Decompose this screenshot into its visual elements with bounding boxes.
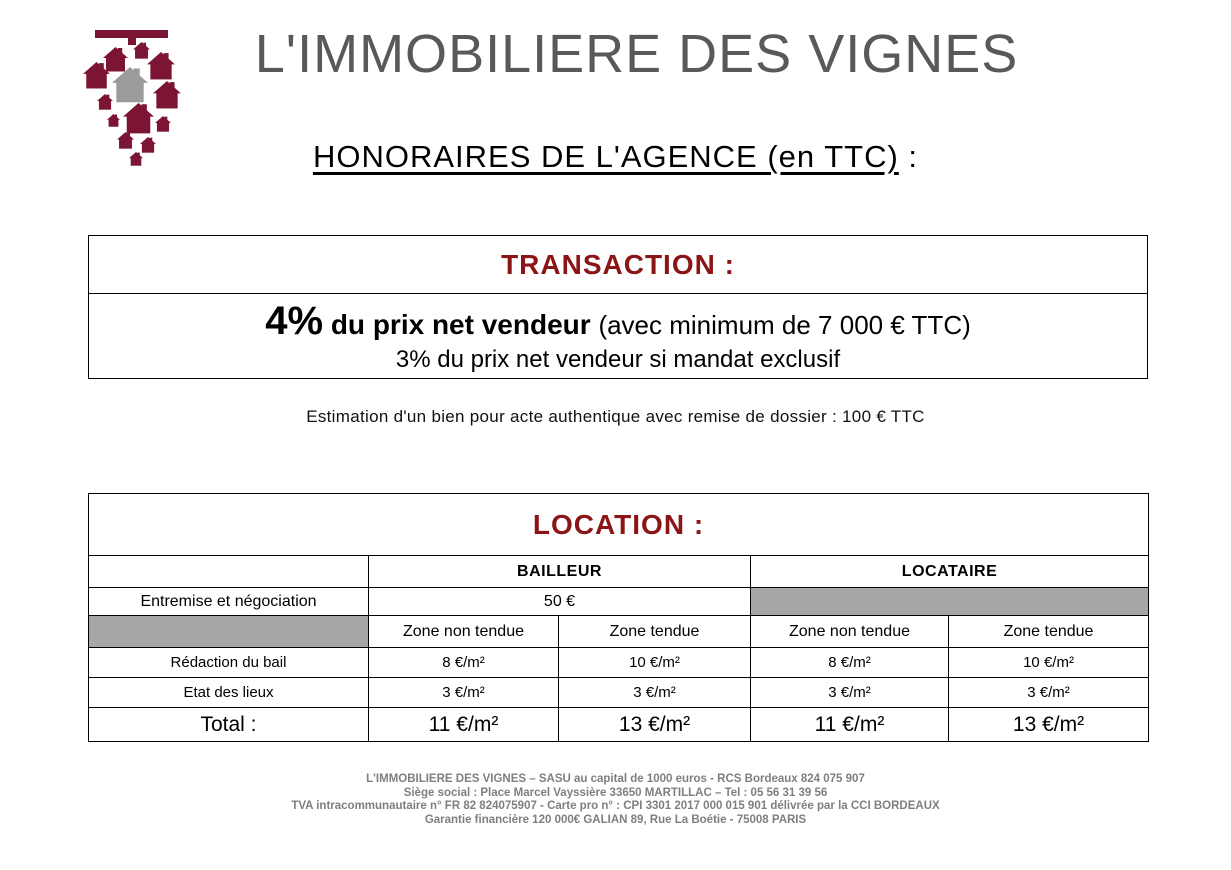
zone-header: Zone tendue [949, 616, 1149, 648]
transaction-rate-line [89, 299, 1147, 344]
zone-header: Zone non tendue [369, 616, 559, 648]
transaction-rate-minimum: (avec minimum de 7 000 € TTC) [598, 309, 971, 340]
empty-cell [89, 556, 369, 588]
transaction-header-cell: TRANSACTION : [89, 236, 1148, 294]
table-row [89, 294, 1148, 379]
total-value: 11 €/m² [751, 708, 949, 742]
entremise-bailleur-value: 50 € [369, 588, 751, 616]
redaction-value: 8 €/m² [751, 648, 949, 678]
table-row [89, 236, 1148, 294]
table-row [89, 648, 1149, 678]
column-header-locataire: LOCATAIRE [751, 556, 1149, 588]
row-label-entremise: Entremise et négociation [89, 588, 369, 616]
footer-line: TVA intracommunautaire n° FR 82 824075907 - Carte pro n° : CPI 3301 2017 000 015 901 délivrée par la CCI BORDEAUX [291, 800, 940, 812]
redaction-value: 8 €/m² [369, 648, 559, 678]
estimation-note: Estimation d'un bien pour acte authentique avec remise de dossier : 100 € TTC [306, 407, 925, 426]
row-label-total: Total : [89, 708, 369, 742]
etat-value: 3 €/m² [369, 678, 559, 708]
footer-line: Siège social : Place Marcel Vayssière 33650 MARTILLAC – Tel : 05 56 31 39 56 [403, 786, 828, 799]
footer-line: L'IMMOBILIERE DES VIGNES – SASU au capital de 1000 euros - RCS Bordeaux 824 075 907 [366, 773, 865, 785]
row-label-redaction: Rédaction du bail [89, 648, 369, 678]
page-title [0, 139, 1231, 175]
zone-header: Zone non tendue [751, 616, 949, 648]
etat-value: 3 €/m² [949, 678, 1149, 708]
entremise-locataire-cell-disabled [751, 588, 1149, 616]
zone-label-cell-disabled [89, 616, 369, 648]
total-value: 11 €/m² [369, 708, 559, 742]
page-title-colon: : [898, 139, 919, 174]
redaction-value: 10 €/m² [949, 648, 1149, 678]
transaction-body-cell [89, 294, 1148, 379]
agency-name-title: L'IMMOBILIERE DES VIGNES [254, 24, 1019, 84]
legal-footer [0, 773, 1231, 827]
total-value: 13 €/m² [949, 708, 1149, 742]
table-row [89, 678, 1149, 708]
location-table [88, 493, 1149, 742]
zone-header: Zone tendue [559, 616, 751, 648]
column-header-bailleur: BAILLEUR [369, 556, 751, 588]
row-label-etat: Etat des lieux [89, 678, 369, 708]
table-row [89, 494, 1149, 556]
total-value: 13 €/m² [559, 708, 751, 742]
redaction-value: 10 €/m² [559, 648, 751, 678]
table-row [89, 616, 1149, 648]
page-title-underlined: HONORAIRES DE L'AGENCE (en TTC) [312, 139, 899, 174]
table-row [89, 556, 1149, 588]
etat-value: 3 €/m² [559, 678, 751, 708]
etat-value: 3 €/m² [751, 678, 949, 708]
transaction-table [88, 235, 1148, 379]
transaction-rate-percent: 4% [265, 298, 324, 343]
transaction-exclusive-line: 3% du prix net vendeur si mandat exclusif [395, 345, 841, 373]
location-header-cell: LOCATION : [89, 494, 1149, 556]
table-row [89, 708, 1149, 742]
transaction-rate-text: du prix net vendeur [323, 308, 599, 340]
footer-line: Garantie financière 120 000€ GALIAN 89, Rue La Boétie - 75008 PARIS [424, 813, 807, 826]
table-row [89, 588, 1149, 616]
